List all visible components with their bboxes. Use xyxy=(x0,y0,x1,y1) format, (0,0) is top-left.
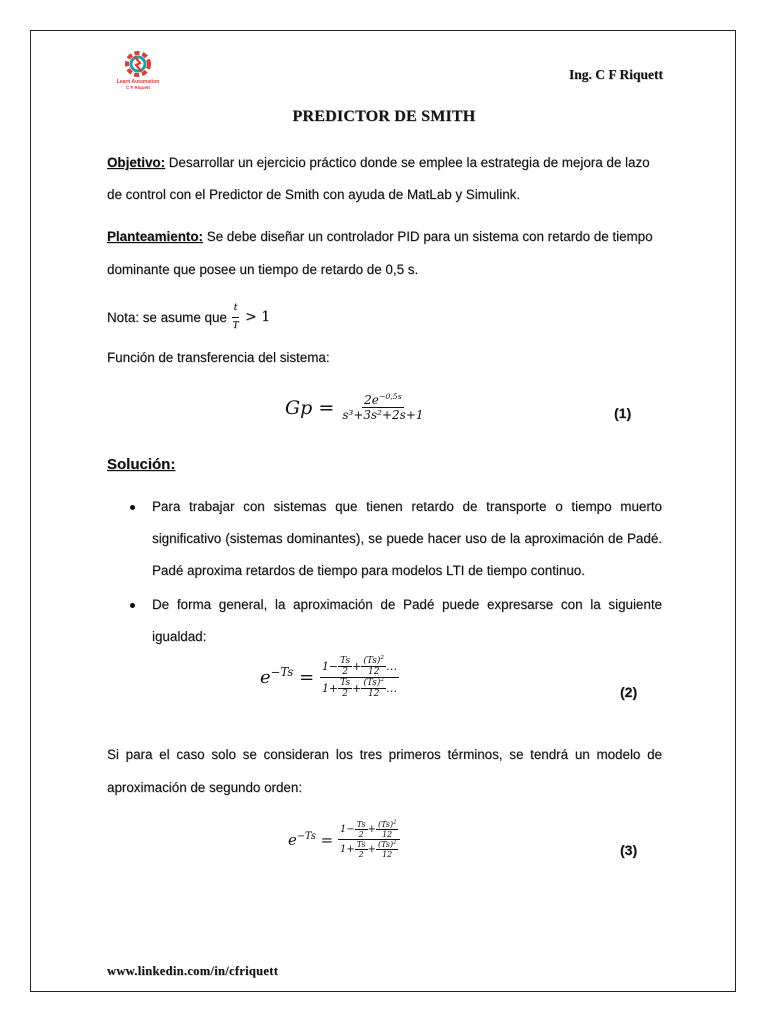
nota xyxy=(107,300,270,335)
equation-2 xyxy=(260,656,399,699)
eq2-den-frac1 xyxy=(338,678,352,699)
eq2-nf2-exp: 2 xyxy=(380,655,385,661)
logo xyxy=(100,48,176,94)
objetivo-line2: de control con el Predictor de Smith con ayuda de MatLab y Simulink. xyxy=(107,187,521,202)
nota-prefix: Nota: se asume que xyxy=(107,310,231,325)
eq2-nf2-top: (Ts) xyxy=(363,656,381,666)
eq1-number: (1) xyxy=(614,405,632,421)
eq2-nf1-bot: 2 xyxy=(342,667,348,677)
eq3-denominator xyxy=(338,840,400,859)
eq2-df1-top: Ts xyxy=(340,678,351,688)
eq2-number: (2) xyxy=(620,684,638,700)
nota-rest: > 1 xyxy=(240,309,271,325)
eq3-numerator xyxy=(338,820,400,840)
eq1-fraction xyxy=(340,393,425,422)
bullet1-line2: significativo (sistemas dominantes), se puede hacer uso de la aproximación de Padé. xyxy=(152,531,662,546)
eq3-df2-bot: 12 xyxy=(382,850,393,859)
eq1-lhs: Gp = xyxy=(285,396,341,419)
eq2-df2-exp: 2 xyxy=(380,677,385,683)
planteamiento-label: Planteamiento: xyxy=(107,229,203,244)
eq3-fraction xyxy=(338,820,400,859)
eq1-num-base: 2e xyxy=(364,393,379,407)
eq3-den-a: 1+ xyxy=(339,844,355,855)
eq3-df1-bot: 2 xyxy=(358,850,364,859)
nota-fraction xyxy=(231,300,241,335)
page-title: PREDICTOR DE SMITH xyxy=(292,108,476,125)
eq3-lhs-base: e xyxy=(288,830,297,849)
bullet2-line2: igualdad: xyxy=(152,629,207,644)
objetivo-label: Objetivo: xyxy=(107,155,166,170)
eq2-df1-bot: 2 xyxy=(342,689,348,699)
eq3-nf2-top: (Ts) xyxy=(377,820,394,829)
eq3-df1-top: Ts xyxy=(356,840,366,849)
equation-1 xyxy=(285,393,426,422)
eq3-den-frac1 xyxy=(355,840,368,859)
eq2-lhs-exp: −Ts xyxy=(270,665,294,679)
eq3-lhs xyxy=(288,831,316,849)
eq2-den-b: + xyxy=(352,682,362,695)
eq2-num-a: 1− xyxy=(321,660,339,673)
eq2-den-c: … xyxy=(386,682,398,695)
eq3-nf2-bot: 12 xyxy=(382,830,393,839)
bullet-dot-1 xyxy=(130,505,135,510)
eq3-num-frac1 xyxy=(355,820,368,839)
footer-link[interactable]: www.linkedin.com/in/cfriquett xyxy=(107,964,279,978)
eq2-numerator xyxy=(320,656,399,678)
eq2-fraction xyxy=(320,656,399,699)
eq3-num-b: + xyxy=(367,824,376,835)
parrafo-line1: Si para el caso solo se consideran los tres primeros términos, se tendrá un modelo de xyxy=(107,747,662,762)
eq1-num-exp: −0,5s xyxy=(378,392,402,401)
objetivo-text1: Desarrollar un ejercicio práctico donde se emplee la estrategia de mejora de lazo xyxy=(165,155,650,170)
eq2-lhs-base: e xyxy=(260,667,271,688)
eq3-lhs-exp: −Ts xyxy=(296,830,316,842)
eq2-denominator xyxy=(320,678,399,699)
logo-line1: Learn Automation xyxy=(116,79,160,85)
nota-frac-num: t xyxy=(232,300,240,318)
solucion-label: Solución: xyxy=(107,456,176,473)
eq3-nf1-bot: 2 xyxy=(358,830,364,839)
funcion-label: Función de transferencia del sistema: xyxy=(107,350,330,365)
bullet1-line1: Para trabajar con sistemas que tienen retardo de transporte o tiempo muerto xyxy=(152,499,662,514)
eq2-nf1-top: Ts xyxy=(340,656,351,666)
eq3-num-frac2 xyxy=(376,820,398,839)
eq3-equals: = xyxy=(315,830,338,849)
eq3-num-a: 1− xyxy=(339,824,355,835)
eq2-lhs xyxy=(260,667,293,688)
eq3-df2-top: (Ts) xyxy=(377,840,394,849)
eq2-den-frac2 xyxy=(361,678,386,699)
planteamiento-line2: dominante que posee un tiempo de retardo de 0,5 s. xyxy=(107,262,419,277)
logo-line2: C F Riquett xyxy=(126,85,150,90)
eq2-num-b: + xyxy=(352,660,362,673)
header-author: Ing. C F Riquett xyxy=(568,67,663,82)
bullet1-line3: Padé aproxima retardos de tiempo para modelos LTI de tiempo continuo. xyxy=(152,563,585,578)
planteamiento-line1 xyxy=(107,228,653,245)
eq2-num-frac1 xyxy=(338,656,352,677)
eq3-den-frac2 xyxy=(376,840,398,859)
eq2-df2-top: (Ts) xyxy=(363,678,381,688)
eq1-denominator: s³+3s²+2s+1 xyxy=(342,408,424,422)
eq3-nf1-top: Ts xyxy=(356,820,366,829)
nota-frac-den: T xyxy=(232,321,239,331)
eq3-den-b: + xyxy=(367,844,376,855)
planteamiento-text1: Se debe diseñar un controlador PID para un sistema con retardo de tiempo xyxy=(202,229,653,244)
eq2-num-c: … xyxy=(386,660,398,673)
eq2-df2-bot: 12 xyxy=(367,689,380,699)
bullet-dot-2 xyxy=(130,603,135,608)
eq1-numerator xyxy=(362,393,404,408)
eq2-equals: = xyxy=(293,667,320,688)
eq3-number: (3) xyxy=(620,842,638,858)
equation-3 xyxy=(288,820,400,859)
eq3-nf2-exp: 2 xyxy=(393,819,397,826)
eq2-num-frac2 xyxy=(361,656,386,677)
eq2-den-a: 1+ xyxy=(321,682,339,695)
parrafo-line2: aproximación de segundo orden: xyxy=(107,780,303,795)
objetivo-line1 xyxy=(107,154,662,171)
eq2-nf2-bot: 12 xyxy=(367,667,380,677)
bullet2-line1: De forma general, la aproximación de Padé puede expresarse con la siguiente xyxy=(152,597,662,612)
gear-icon xyxy=(100,48,176,82)
eq3-df2-exp: 2 xyxy=(393,839,397,846)
